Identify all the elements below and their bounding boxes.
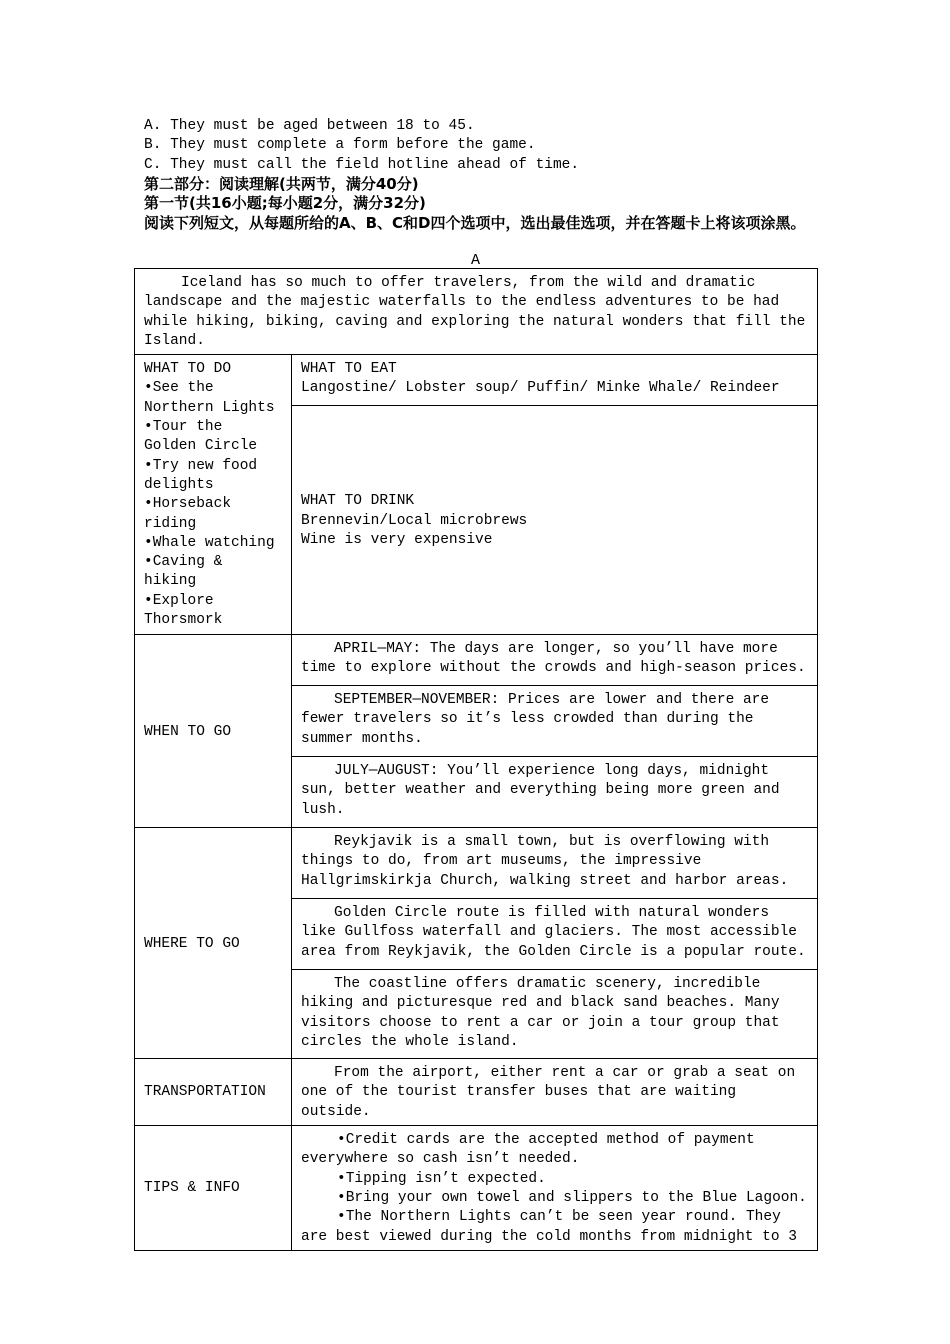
option-a: A. They must be aged between 18 to 45. (144, 118, 475, 134)
list-item: •Explore Thorsmork (144, 592, 223, 629)
when-to-go-label: WHEN TO GO (135, 635, 292, 828)
where-golden-circle: Golden Circle route is filled with natural wonders like Gullfoss waterfall and glaciers. The most accessible area from Reykjavik, the Golden Circle is a popular route. (301, 905, 806, 960)
list-item: •Tour the Golden Circle (144, 419, 258, 455)
list-item: •Try new food delights (144, 457, 258, 493)
where-reykjavik: Reykjavik is a small town, but is overflowing with things to do, from art museums, the impressive Hallgrimskirkja Church, walking street and harbor areas. (301, 834, 789, 889)
where-coastline: The coastline offers dramatic scenery, incredible hiking and picturesque red and black sand beaches. Many visitors choose to rent a car or join a tour group that circles the whole island. (301, 976, 780, 1051)
what-to-eat-text: Langostine/ Lobster soup/ Puffin/ Minke Whale/ Reindeer (301, 380, 780, 397)
list-item: •See the Northern Lights (144, 380, 275, 416)
what-to-do-cell (135, 355, 292, 635)
what-to-drink-line2: Wine is very expensive (301, 531, 493, 548)
what-to-drink-cell (292, 406, 818, 635)
intro-row (135, 269, 818, 355)
part-title: 第二部分：阅读理解(共两节，满分40分) (144, 174, 419, 193)
when-april-may: APRIL—MAY: The days are longer, so you’ll have more time to explore without the crowds and high-season prices. (301, 641, 806, 677)
where-to-go-row (135, 828, 818, 899)
option-c: C. They must call the field hotline ahead of time. (144, 156, 580, 173)
question-block (144, 117, 824, 233)
tips-cell (292, 1126, 818, 1251)
when-sep-nov: SEPTEMBER—NOVEMBER: Prices are lower and there are fewer travelers so it’s less crowded than during the summer months. (301, 692, 770, 747)
instruction: 阅读下列短文，从每题所给的A、B、C和D四个选项中，选出最佳选项，并在答题卡上将该项涂黑。 (144, 213, 806, 232)
what-to-eat-cell (292, 355, 818, 406)
tips-row (135, 1126, 818, 1251)
tip-item: •Credit cards are the accepted method of payment everywhere so cash isn’t needed. (301, 1132, 755, 1168)
list-item: •Whale watching (144, 534, 275, 551)
tips-label: TIPS & INFO (135, 1126, 292, 1251)
what-to-drink-heading: WHAT TO DRINK (301, 493, 415, 510)
list-item: •Horseback riding (144, 496, 232, 532)
when-jul-aug: JULY—AUGUST: You’ll experience long days, midnight sun, better weather and everything being more green and lush. (301, 763, 780, 818)
transportation-label: TRANSPORTATION (135, 1059, 292, 1126)
iceland-info-table (134, 268, 818, 1251)
what-to-do-row (135, 355, 818, 406)
tip-item: •Tipping isn’t expected. (337, 1170, 546, 1187)
option-b: B. They must complete a form before the game. (144, 137, 536, 154)
transportation-text: From the airport, either rent a car or grab a seat on one of the tourist transfer buses that are waiting outside. (301, 1065, 796, 1120)
what-to-do-heading: WHAT TO DO (144, 361, 232, 378)
where-to-go-label: WHERE TO GO (135, 828, 292, 1059)
list-item: •Caving & hiking (144, 554, 223, 590)
what-to-eat-heading: WHAT TO EAT (301, 361, 397, 378)
passage-label: A (470, 252, 480, 269)
tip-item: •Bring your own towel and slippers to the Blue Lagoon. (337, 1189, 807, 1206)
intro-text: Iceland has so much to offer travelers, from the wild and dramatic landscape and the majestic waterfalls to the endless adventures to be had while hiking, biking, caving and exploring the natural wonders that fill the Island. (144, 275, 806, 349)
section-subtitle: 第一节(共16小题;每小题2分，满分32分) (144, 194, 426, 213)
transportation-row (135, 1059, 818, 1126)
what-to-drink-line1: Brennevin/Local microbrews (301, 512, 528, 529)
when-to-go-row (135, 635, 818, 686)
tip-item: •The Northern Lights can’t be seen year round. They are best viewed during the cold months from midnight to 3 (301, 1209, 797, 1245)
